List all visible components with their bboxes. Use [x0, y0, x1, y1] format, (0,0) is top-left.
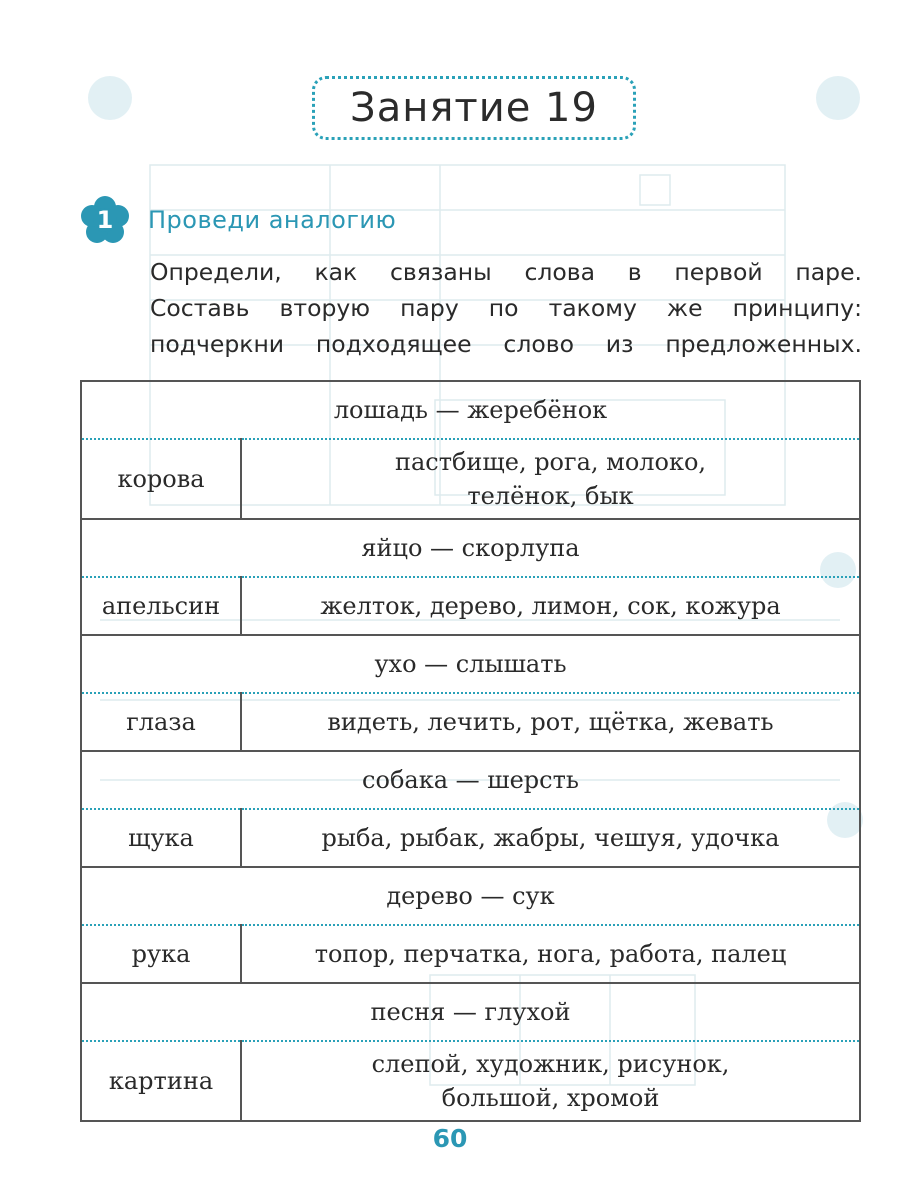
- example-pair-row: [81, 381, 860, 439]
- given-word: щука: [81, 809, 241, 867]
- options-row: [81, 925, 860, 983]
- options-row: [81, 439, 860, 519]
- example-pair: ухо — слышать: [81, 635, 860, 693]
- task-title: Проведи аналогию: [148, 206, 397, 234]
- example-pair: лошадь — жеребёнок: [81, 381, 860, 439]
- example-pair-row: [81, 867, 860, 925]
- answer-options[interactable]: [241, 809, 860, 867]
- page-number: 60: [432, 1124, 468, 1153]
- options-row: [81, 693, 860, 751]
- options-line: слепой, художник, рисунок,: [371, 1050, 730, 1078]
- given-word: апельсин: [81, 577, 241, 635]
- given-word: корова: [81, 439, 241, 519]
- options-line: телёнок, бык: [467, 482, 634, 510]
- options-row: [81, 1041, 860, 1121]
- example-pair-row: [81, 983, 860, 1041]
- answer-options[interactable]: [241, 577, 860, 635]
- instruction-line: подчеркни подходящее слово из предложенных.: [150, 330, 862, 358]
- example-pair: яйцо — скорлупа: [81, 519, 860, 577]
- answer-options[interactable]: [241, 1041, 860, 1121]
- options-line: рыба, рыбак, жабры, чешуя, удочка: [321, 824, 780, 852]
- answer-options[interactable]: [241, 439, 860, 519]
- lesson-title: Занятие 19: [312, 76, 636, 140]
- options-line: желток, дерево, лимон, сок, кожура: [320, 592, 781, 620]
- instruction-line: Определи, как связаны слова в первой паре.: [150, 258, 862, 286]
- task-header: [80, 196, 396, 244]
- options-line: видеть, лечить, рот, щётка, жевать: [327, 708, 774, 736]
- task-instructions: [150, 254, 862, 362]
- analogy-table: [80, 380, 861, 1122]
- example-pair: песня — глухой: [81, 983, 860, 1041]
- task-number-badge: [80, 196, 136, 244]
- answer-options[interactable]: [241, 925, 860, 983]
- options-row: [81, 809, 860, 867]
- options-line: большой, хромой: [441, 1084, 660, 1112]
- answer-options[interactable]: [241, 693, 860, 751]
- example-pair: дерево — сук: [81, 867, 860, 925]
- task-number: 1: [96, 206, 114, 234]
- example-pair-row: [81, 519, 860, 577]
- example-pair-row: [81, 751, 860, 809]
- options-line: топор, перчатка, нога, работа, палец: [314, 940, 787, 968]
- example-pair: собака — шерсть: [81, 751, 860, 809]
- instruction-line: Составь вторую пару по такому же принципу:: [150, 294, 862, 322]
- given-word: картина: [81, 1041, 241, 1121]
- given-word: рука: [81, 925, 241, 983]
- options-row: [81, 577, 860, 635]
- options-line: пастбище, рога, молоко,: [394, 448, 707, 476]
- given-word: глаза: [81, 693, 241, 751]
- example-pair-row: [81, 635, 860, 693]
